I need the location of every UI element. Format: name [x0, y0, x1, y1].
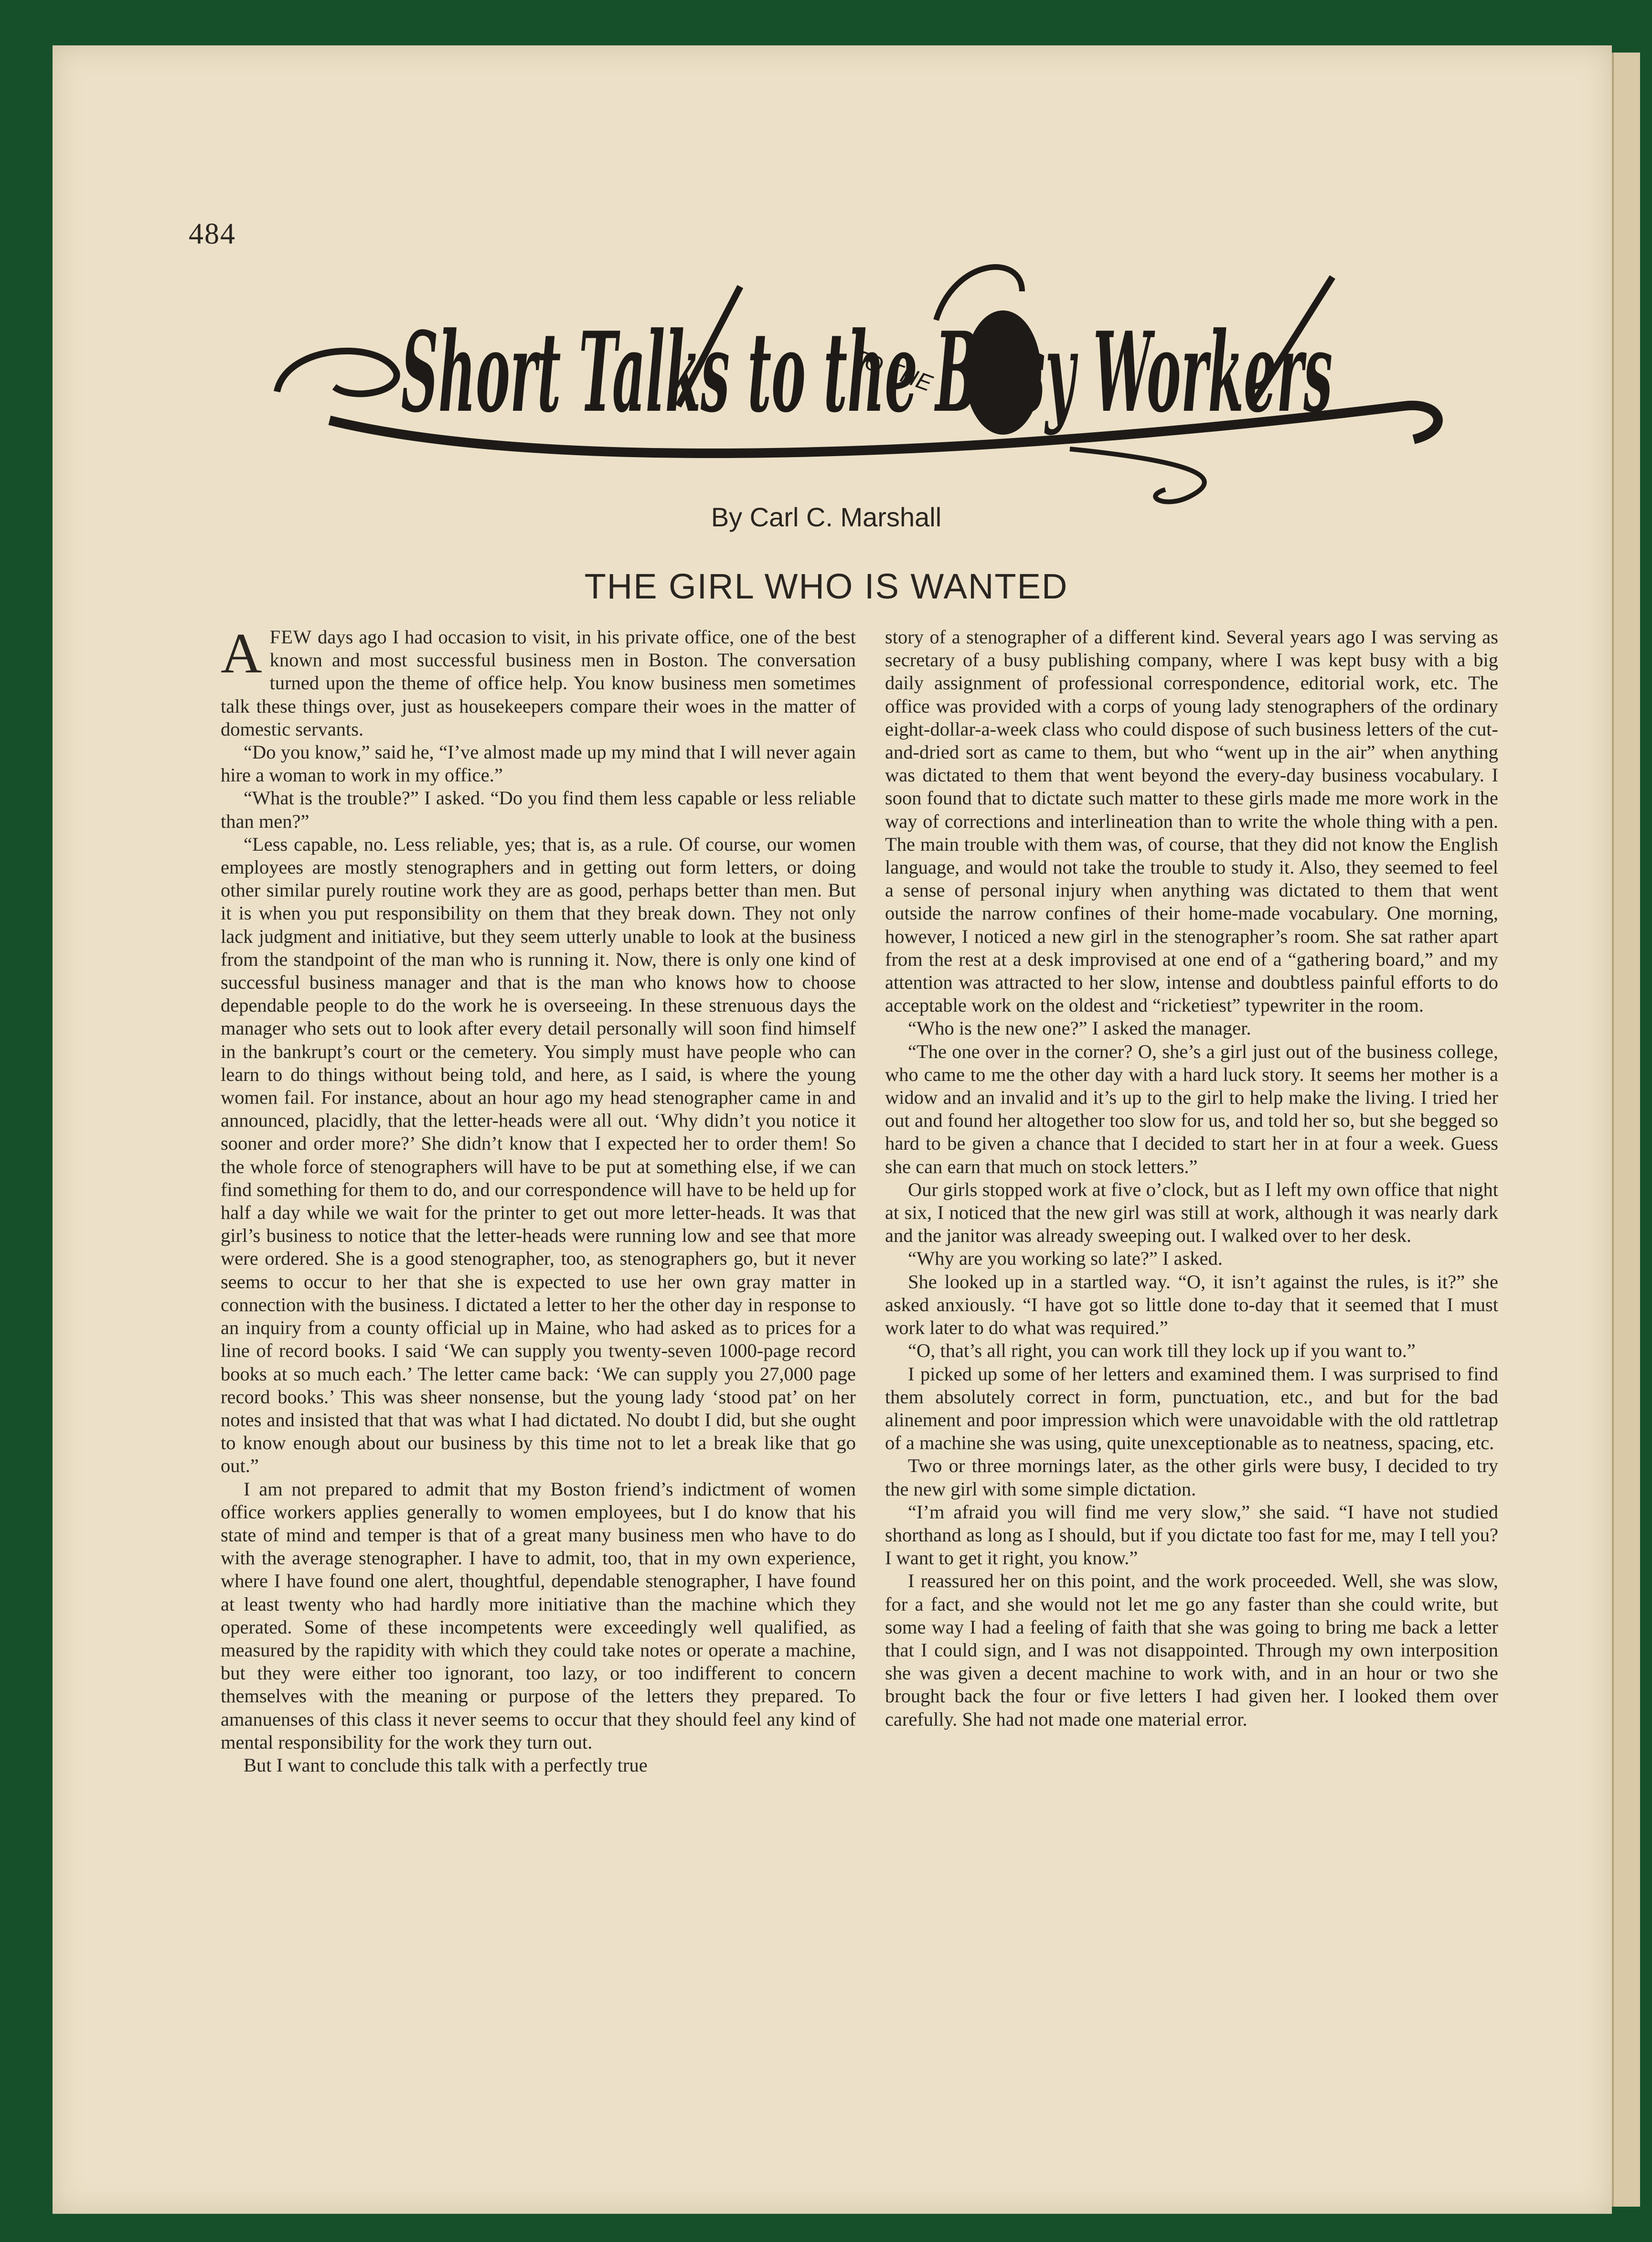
paragraph: I reassured her on this point, and the work proceeded. Well, she was slow, for a fact, and she would not let me go any faster than she could write, but some way I had a feeling of faith that she was going to bring me back a letter that I could sign, and I was not disappointed. Through my own interposition she was given a decent machine to work with, and in an hour or two she brought back the four or five letters I had given her. I looked them over carefully. She had not made one material error.: [885, 1570, 1498, 1730]
paragraph: “Less capable, no. Less reliable, yes; that is, as a rule. Of course, our women employees are mostly stenographers and in getting out form letters, or doing other similar purely routine work they are as good, perhaps better than men. But it is when you put responsibility on them that they break down. They not only lack judgment and initiative, but they seem utterly unable to look at the business from the standpoint of the man who is running it. Now, there is only one kind of successful business manager and that is the man who knows how to choose dependable people to do the work he is overseeing. In these strenuous days the manager who sets out to look after every detail personally will soon find himself in the bankrupt’s court or the cemetery. You simply must have people who can learn to do things without being told, and here, as I said, is where the young women fail. For instance, about an hour ago my head stenographer came in and announced, placidly, that the letter-heads were all out. ‘Why didn’t you notice it sooner and order more?’ She didn’t know that I expected her to order them! So the whole force of stenographers will have to be put at something else, if we can find something for them to do, and our correspondence will have to be held up for half a day while we wait for the printer to get out more letter-heads. It was that girl’s business to notice that the letter-heads were running low and see that more were ordered. She is a good stenographer, too, as stenographers go, but it never seems to occur to her that she is expected to use her own gray matter in connection with the business. I dictated a letter to her the other day in response to an inquiry from a county official up in Maine, who had asked as to prices for a line of record books. I said ‘We can supply you twenty-seven 1000-page record books at so much each.’ The letter came back: ‘We can supply you 27,000 page record books.’ This was sheer nonsense, but the young lady ‘stood pat’ on her notes and insisted that that was what I had dictated. No doubt I did, but she ought to know enough about our business by this time not to let a break like that go out.”: [221, 833, 856, 1477]
paragraph: “The one over in the corner? O, she’s a girl just out of the business college, who came to me the other day with a hard luck story. It seems her mother is a widow and an invalid and it’s up to the girl to help make the living. I tried her out and found her altogether too slow for us, and told her so, but she begged so hard to be given a chance that I decided to start her in at four a week. Guess she can earn that much on stock letters.”: [885, 1040, 1498, 1177]
right-column: [885, 626, 1498, 2073]
paragraph: story of a stenographer of a different kind. Several years ago I was serving as secretary of a busy publishing company, where I was kept busy with a big daily assignment of professional correspondence, editorial work, etc. The office was provided with a corps of young lady stenographers of the ordinary eight-dollar-a-week class who could dispose of such business letters of the cut-and-dried sort as came to them, but who “went up in the air” when anything was dictated to them that went beyond the every-day business vocabulary. I soon found that to dictate such matter to these girls made me more work in the way of corrections and interlineation than to write the whole thing with a pen. The main trouble with them was, of course, that they did not know the English language, and would not take the trouble to study it. Also, they seemed to feel a sense of personal injury when anything was dictated to them that went outside the narrow confines of their home-made vocabulary. One morning, however, I noticed a new girl in the stenographer’s room. She sat rather apart from the rest at a desk improvised at one end of a “gathering board,” and my attention was attracted to her slow, intense and doubtless painful efforts to do acceptable work on the oldest and “ricketiest” typewriter in the room.: [885, 626, 1498, 1016]
paragraph: Our girls stopped work at five o’clock, but as I left my own office that night at six, I noticed that the new girl was still at work, although it was nearly dark and the janitor was already sweeping out. I walked over to her desk.: [885, 1178, 1498, 1247]
paragraph: “O, that’s all right, you can work till they lock up if you want to.”: [908, 1340, 1416, 1362]
logo-small-text: TO THE: [848, 344, 936, 397]
drop-cap: A: [221, 626, 262, 685]
logo-script-text: Short Talks to the Busy Workers: [401, 308, 1332, 437]
paragraph: But I want to conclude this talk with a perfectly true: [244, 1754, 648, 1776]
left-column: [221, 626, 856, 2073]
paragraph: “Why are you working so late?” I asked.: [908, 1248, 1223, 1270]
paragraph: “Do you know,” said he, “I’ve almost made up my mind that I will never again hire a woman to work in my office.”: [221, 741, 856, 786]
paragraph: I am not prepared to admit that my Boston friend’s indictment of women office workers applies generally to women employees, but I do know that his state of mind and temper is that of a great many business men who have to do with the average stenographer. I have to admit, too, that in my own experience, where I have found one alert, thoughtful, dependable stenographer, I have found at least twenty who had hardly more initiative than the machine which they operated. Some of these incompetents were exceedingly well qualified, as measured by the rapidity with which they could take notes or operate a machine, but they were either too ignorant, too lazy, or too indifferent to concern themselves with the meaning or purpose of the letters they prepared. To amanuenses of this class it never seems to occur that they should feel any kind of mental responsibility for the work they turn out.: [221, 1478, 856, 1753]
script-title-logo-image: [258, 248, 1481, 521]
byline: By Carl C. Marshall: [711, 502, 942, 532]
adjacent-page-edge: [1612, 53, 1640, 2207]
lead-words: FEW: [269, 626, 312, 648]
page-number: 484: [189, 218, 236, 250]
paragraph-text: days ago I had occasion to visit, in his private office, one of the best known and most successful business men in Boston. The conversation turned upon the theme of office help. You know business men sometimes talk these things over, just as housekeepers compare their woes in the matter of domestic servants.: [221, 626, 856, 740]
paragraph: “Who is the new one?” I asked the manager.: [908, 1017, 1251, 1039]
opening-paragraph: [221, 626, 856, 741]
paragraph: I picked up some of her letters and examined them. I was surprised to find them absolutely correct in form, punctuation, etc., and but for the bad alinement and poor impression which were unavoidable with the old rattletrap of a machine she was using, quite unexceptionable as to neatness, spacing, etc.: [885, 1363, 1498, 1454]
title-logo: [258, 248, 1481, 521]
paragraph: She looked up in a startled way. “O, it isn’t against the rules, is it?” she asked anxiously. “I have got so little done to-day that it seemed that I must work later to do what was required.”: [885, 1270, 1498, 1339]
paragraph: “What is the trouble?” I asked. “Do you find them less capable or less reliable than men?”: [221, 787, 856, 832]
article-headline: THE GIRL WHO IS WANTED: [584, 566, 1068, 606]
paragraph: “I’m afraid you will find me very slow,” she said. “I have not studied shorthand as long as I should, but if you dictate too fast for me, may I tell you? I want to get it right, you know.”: [885, 1501, 1498, 1569]
paragraph: Two or three mornings later, as the other girls were busy, I decided to try the new girl with some simple dictation.: [885, 1455, 1498, 1500]
